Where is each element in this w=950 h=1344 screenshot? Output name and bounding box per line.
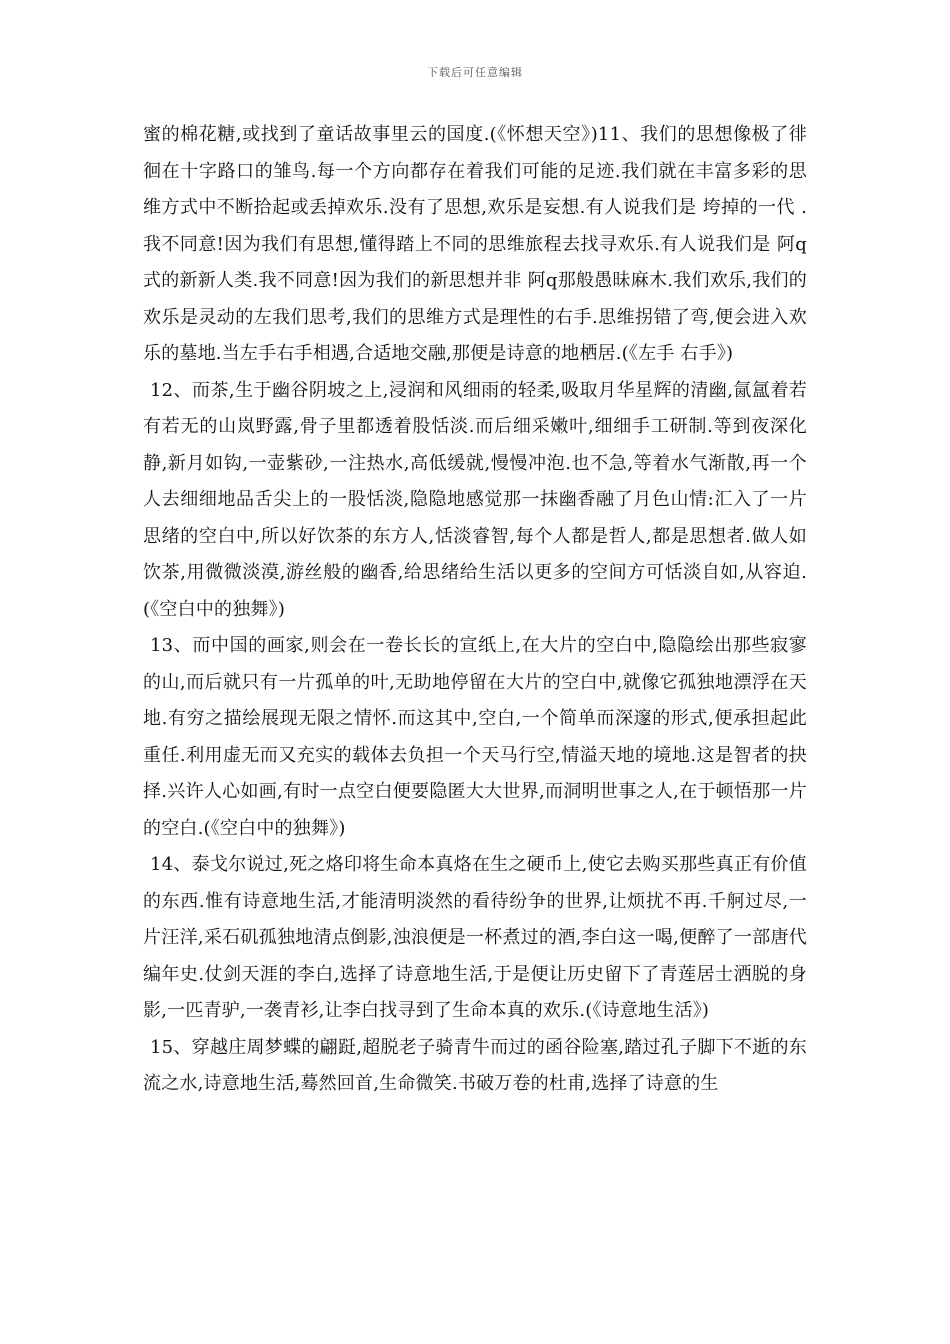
paragraph-13: 13、而中国的画家,则会在一卷长长的宣纸上,在大片的空白中,隐隐绘出那些寂寥的山,而后就只有一片孤单的叶,无助地停留在大片的空白中,就像它孤独地漂浮在天地.有穷之描绘展现无限之情怀.而这其中,空白,一个简单而深邃的形式,便承担起此重任.利用虚无而又充实的载体去负担一个天马行空,情溢天地的境地.这是智者的抉择.兴许人心如画,有时一点空白便要隐匿大大世界,而洞明世事之人,在于顿悟那一片的空白.(《空白中的独舞》) [143, 635, 807, 839]
document-body [143, 117, 807, 1103]
paragraph-14: 14、泰戈尔说过,死之烙印将生命本真烙在生之硬币上,使它去购买那些真正有价值的东西.惟有诗意地生活,才能清明淡然的看待纷争的世界,让烦扰不再.千舸过尽,一片汪洋,采石矶孤独地清点倒影,浊浪便是一杯煮过的酒,李白这一喝,便醉了一部唐代编年史.仗剑天涯的李白,选择了诗意地生活,于是便让历史留下了青莲居士洒脱的身影,一匹青驴,一袭青衫,让李白找寻到了生命本真的欢乐.(《诗意地生活》) [143, 854, 807, 1021]
paragraph-15: 15、穿越庄周梦蝶的翩跹,超脱老子骑青牛而过的函谷险塞,踏过孔子脚下不逝的东流之水,诗意地生活,蓦然回首,生命微笑.书破万卷的杜甫,选择了诗意的生 [143, 1036, 807, 1094]
page-header: 下载后可任意编辑 [427, 66, 523, 79]
paragraph-continuation: 蜜的棉花糖,或找到了童话故事里云的国度.(《怀想天空》)11、我们的思想像极了徘徊在十字路口的雏鸟.每一个方向都存在着我们可能的足迹.我们就在丰富多彩的思维方式中不断拾起或丢掉欢乐.没有了思想,欢乐是妄想.有人说我们是 垮掉的一代 .我不同意!因为我们有思想,懂得踏上不同的思维旅程去找寻欢乐.有人说我们是 阿q 式的新新人类.我不同意!因为我们的新思想并非 阿q那般愚昧麻木.我们欢乐,我们的欢乐是灵动的左我们思考,我们的思维方式是理性的右手.思维拐错了弯,便会进入欢乐的墓地.当左手右手相遇,合适地交融,那便是诗意的地栖居.(《左手 右手》) [143, 124, 807, 364]
paragraph-12: 12、而茶,生于幽谷阴坡之上,浸润和风细雨的轻柔,吸取月华星辉的清幽,氤氲着若有若无的山岚野露,骨子里都透着股恬淡.而后细采嫩叶,细细手工研制.等到夜深化静,新月如钩,一壶紫砂,一注热水,高低缓就,慢慢冲泡.也不急,等着水气渐散,再一个人去细细地品舌尖上的一股恬淡,隐隐地感觉那一抹幽香融了月色山情:汇入了一片思绪的空白中,所以好饮茶的东方人,恬淡睿智,每个人都是哲人,都是思想者.做人如饮茶,用微微淡漠,游丝般的幽香,给思绪给生活以更多的空间方可恬淡自如,从容迫. (《空白中的独舞》) [143, 379, 807, 620]
